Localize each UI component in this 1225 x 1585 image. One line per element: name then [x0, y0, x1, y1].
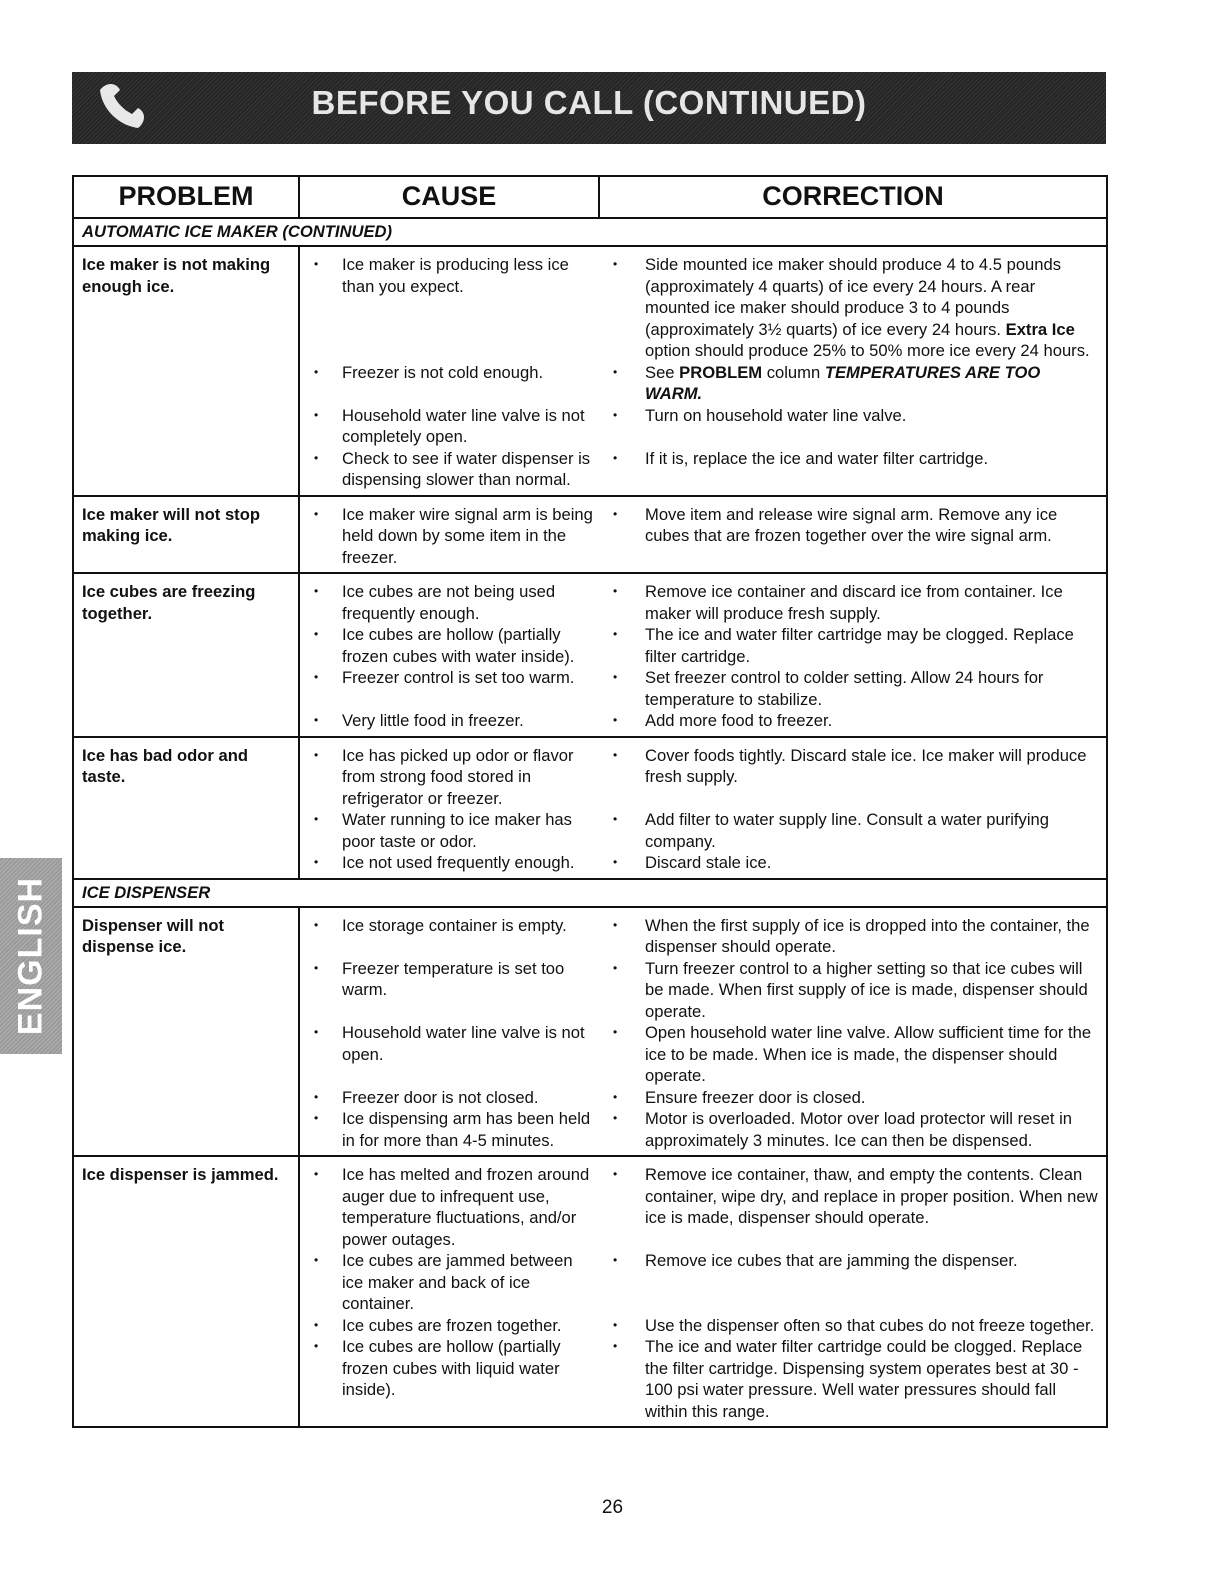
cause-text: • Ice cubes are jammed between ice maker and back of ice container.: [300, 1250, 600, 1315]
table-row: [73, 573, 1107, 737]
header-banner: [72, 72, 1106, 144]
section-row: [73, 218, 1107, 246]
cause-text: • Ice cubes are hollow (partially frozen cubes with water inside).: [300, 624, 600, 667]
cause-text: • Freezer is not cold enough.: [300, 362, 600, 405]
correction-text: [600, 362, 1106, 405]
problem-cell: Ice cubes are freezing together.: [73, 573, 299, 737]
cause-correction-pair: [300, 1022, 1106, 1087]
cause-text: • Ice maker is producing less ice than you expect.: [300, 254, 600, 362]
cause-text: • Household water line valve is not completely open.: [300, 405, 600, 448]
correction-text: • Motor is overloaded. Motor over load protector will reset in approximately 3 minutes. Ice can then be dispensed.: [600, 1108, 1106, 1151]
cause-correction-pair: [300, 1336, 1106, 1422]
correction-text: • Move item and release wire signal arm. Remove any ice cubes that are frozen together over the wire signal arm.: [600, 504, 1106, 569]
correction-text: • Turn freezer control to a higher setting so that ice cubes will be made. When first supply of ice is made, dispenser should operate.: [600, 958, 1106, 1023]
correction-text: • The ice and water filter cartridge may be clogged. Replace filter cartridge.: [600, 624, 1106, 667]
cause-correction-pair: [300, 1164, 1106, 1250]
cause-correction-pair: [300, 915, 1106, 958]
cause-text: • Ice storage container is empty.: [300, 915, 600, 958]
correction-text: • Use the dispenser often so that cubes do not freeze together.: [600, 1315, 1106, 1337]
correction-text-part: column: [762, 362, 825, 382]
cause-correction-cell: [299, 737, 1107, 879]
correction-text: • Turn on household water line valve.: [600, 405, 1106, 448]
correction-text: • Remove ice container and discard ice from container. Ice maker will produce fresh supply.: [600, 581, 1106, 624]
cause-correction-pair: [300, 958, 1106, 1023]
cause-correction-cell: [299, 573, 1107, 737]
cause-text: • Water running to ice maker has poor taste or odor.: [300, 809, 600, 852]
correction-text: • If it is, replace the ice and water filter cartridge.: [600, 448, 1106, 491]
problem-cell: Ice maker will not stop making ice.: [73, 496, 299, 574]
cause-correction-pair: [300, 1250, 1106, 1315]
cause-text: • Freezer control is set too warm.: [300, 667, 600, 710]
table-body: [73, 218, 1107, 1427]
correction-text: • Cover foods tightly. Discard stale ice. Ice maker will produce fresh supply.: [600, 745, 1106, 810]
cause-correction-cell: [299, 907, 1107, 1157]
problem-cell: Dispenser will not dispense ice.: [73, 907, 299, 1157]
cause-correction-pair: [300, 1315, 1106, 1337]
correction-text-part: option should produce 25% to 50% more ice every 24 hours.: [645, 341, 1090, 360]
correction-text: • Add more food to freezer.: [600, 710, 1106, 732]
cause-correction-pair: [300, 362, 1106, 405]
cause-text: • Freezer temperature is set too warm.: [300, 958, 600, 1023]
troubleshooting-table: [72, 175, 1108, 1428]
cause-correction-pair: [300, 809, 1106, 852]
page-number: 26: [601, 1497, 624, 1518]
cause-correction-pair: [300, 710, 1106, 732]
cause-column-header: CAUSE: [299, 176, 599, 218]
cause-correction-pair: [300, 852, 1106, 874]
correction-text: [600, 254, 1106, 362]
correction-text-part: Side mounted ice maker should produce 4 to 4.5 pounds (approximately 4 quarts) of ice every 24 hours. A rear mounted ice maker should produce 3 to 4 pounds (approximately 3½ quarts) of ice every 24 hours.: [645, 255, 1062, 339]
cause-text: • Ice cubes are not being used frequently enough.: [300, 581, 600, 624]
correction-text: • Ensure freezer door is closed.: [600, 1087, 1106, 1109]
cause-text: • Ice maker wire signal arm is being held down by some item in the freezer.: [300, 504, 600, 569]
section-title: ICE DISPENSER: [73, 879, 1107, 907]
correction-text: • The ice and water filter cartridge could be clogged. Replace the filter cartridge. Dispensing system operates best at 30 - 100 psi water pressure. Well water pressures should fall within this range.: [600, 1336, 1106, 1422]
cause-text: • Very little food in freezer.: [300, 710, 600, 732]
correction-text: • Add filter to water supply line. Consult a water purifying company.: [600, 809, 1106, 852]
correction-text: • Open household water line valve. Allow sufficient time for the ice to be made. When ice is made, the dispenser should operate.: [600, 1022, 1106, 1087]
table-row: [73, 737, 1107, 879]
cause-correction-pair: [300, 1087, 1106, 1109]
language-tab: [0, 858, 62, 1054]
correction-text: • Set freezer control to colder setting. Allow 24 hours for temperature to stabilize.: [600, 667, 1106, 710]
cause-correction-cell: [299, 1156, 1107, 1427]
correction-text: • Discard stale ice.: [600, 852, 1106, 874]
cause-text: • Ice cubes are frozen together.: [300, 1315, 600, 1337]
correction-text: • Remove ice container, thaw, and empty the contents. Clean container, wipe dry, and replace in proper position. When new ice is made, dispenser should operate.: [600, 1164, 1106, 1250]
cause-correction-pair: [300, 254, 1106, 362]
cause-text: • Ice cubes are hollow (partially frozen cubes with liquid water inside).: [300, 1336, 600, 1422]
cause-correction-pair: [300, 1108, 1106, 1151]
cause-correction-cell: [299, 246, 1107, 496]
cause-correction-pair: [300, 667, 1106, 710]
page-title: BEFORE YOU CALL (CONTINUED): [311, 84, 867, 121]
problem-cell: Ice dispenser is jammed.: [73, 1156, 299, 1427]
correction-text-part: Extra Ice: [1005, 319, 1075, 339]
problem-column-header: PROBLEM: [73, 176, 299, 218]
cause-correction-cell: [299, 496, 1107, 574]
cause-correction-pair: [300, 581, 1106, 624]
table-row: [73, 496, 1107, 574]
correction-column-header: CORRECTION: [599, 176, 1107, 218]
cause-correction-pair: [300, 405, 1106, 448]
cause-text: • Ice has picked up odor or flavor from strong food stored in refrigerator or freezer.: [300, 745, 600, 810]
table-header-row: [73, 176, 1107, 218]
cause-correction-pair: [300, 504, 1106, 569]
cause-correction-pair: [300, 448, 1106, 491]
cause-text: • Household water line valve is not open.: [300, 1022, 600, 1087]
problem-cell: Ice maker is not making enough ice.: [73, 246, 299, 496]
correction-text-part: PROBLEM: [679, 362, 763, 382]
table-row: [73, 246, 1107, 496]
cause-text: • Ice has melted and frozen around auger due to infrequent use, temperature fluctuations, and/or power outages.: [300, 1164, 600, 1250]
correction-text-part: TEMPERATURES ARE TOO WARM.: [645, 362, 1041, 403]
table-row: [73, 1156, 1107, 1427]
section-row: [73, 879, 1107, 907]
section-title: AUTOMATIC ICE MAKER (CONTINUED): [73, 218, 1107, 246]
correction-text-part: See: [645, 362, 680, 382]
cause-correction-pair: [300, 624, 1106, 667]
cause-text: • Ice not used frequently enough.: [300, 852, 600, 874]
cause-text: • Check to see if water dispenser is dispensing slower than normal.: [300, 448, 600, 491]
language-tab-label: ENGLISH: [11, 876, 50, 1036]
cause-correction-pair: [300, 745, 1106, 810]
cause-text: • Ice dispensing arm has been held in for more than 4-5 minutes.: [300, 1108, 600, 1151]
correction-text: • When the first supply of ice is dropped into the container, the dispenser should operate.: [600, 915, 1106, 958]
correction-text: • Remove ice cubes that are jamming the dispenser.: [600, 1250, 1106, 1315]
table-row: [73, 907, 1107, 1157]
cause-text: • Freezer door is not closed.: [300, 1087, 600, 1109]
problem-cell: Ice has bad odor and taste.: [73, 737, 299, 879]
